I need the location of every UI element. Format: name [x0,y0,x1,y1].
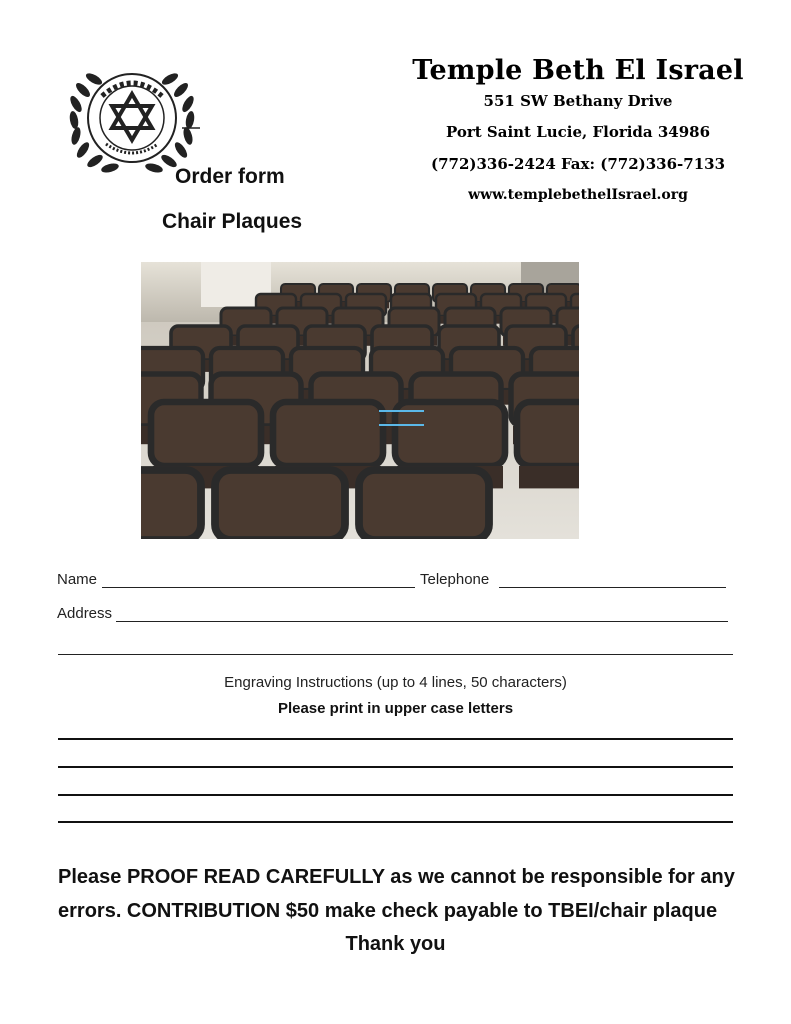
chairs-photo [141,262,579,539]
chairs-illustration [141,262,579,539]
engraving-line-1[interactable] [58,738,733,740]
proofread-notice-line-1: Please PROOF READ CAREFULLY as we cannot be responsible for any [58,866,735,888]
chair [215,470,345,539]
address-field-line-2[interactable] [58,654,733,655]
organization-header [400,54,756,203]
star-of-david-wreath-icon [62,60,202,178]
form-subtitle: Chair Plaques [162,210,303,233]
engraving-instructions: Engraving Instructions (up to 4 lines, 50 characters) [224,674,567,691]
engraving-line-3[interactable] [58,794,733,796]
organization-website: www.templebethelIsrael.org [468,187,688,203]
name-field-line[interactable] [102,587,415,588]
thank-you: Thank you [345,933,446,955]
form-title: Order form [175,165,285,188]
telephone-field-line[interactable] [499,587,726,588]
address-field-line[interactable] [116,621,728,622]
chair [151,402,261,466]
temple-logo [62,60,202,178]
chair [359,470,489,539]
chair [141,470,201,539]
print-note: Please print in upper case letters [277,700,514,717]
chair [273,402,383,466]
proofread-notice-line-2: errors. CONTRIBUTION $50 make check payable to TBEI/chair plaque [58,900,718,922]
organization-address: 551 SW Bethany Drive [483,92,673,110]
chair [517,402,579,466]
chair-seat [519,466,579,488]
engraving-line-4[interactable] [58,821,733,823]
organization-city: Port Saint Lucie, Florida 34986 [445,123,711,141]
engraving-line-2[interactable] [58,766,733,768]
name-label: Name [57,571,98,588]
address-label: Address [57,605,113,622]
organization-name: Temple Beth El Israel [412,55,744,86]
organization-phone-fax: (772)336-2424 Fax: (772)336-7133 [430,155,726,173]
telephone-label: Telephone [420,571,490,588]
